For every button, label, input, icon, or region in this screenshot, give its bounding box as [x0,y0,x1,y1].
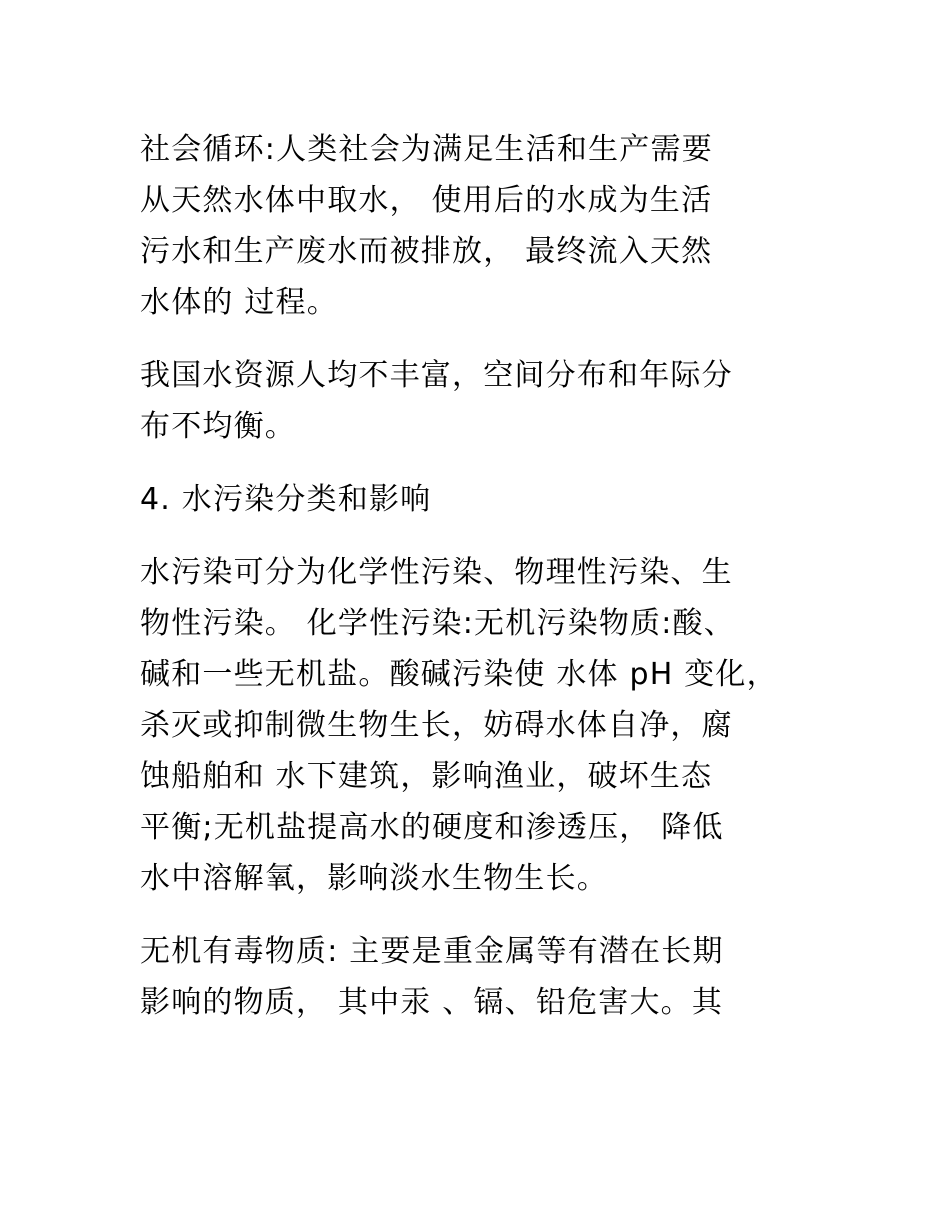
text-line: 水中溶解氧，影响淡水生物生长。 [140,861,608,896]
paragraph-pollution-types [140,547,840,904]
text-line: 我国水资源人均不丰富，空间分布和年际分 [140,358,733,393]
text-line: 影响的物质， 其中汞 、镉、铅危害大。其 [140,985,724,1020]
text-line: 杀灭或抑制微生物生长，妨碍水体自净，腐 [140,708,733,743]
text-line: 物性污染。 化学性污染:无机污染物质:酸、 [140,606,735,641]
text-line: 从天然水体中取水， 使用后的水成为生活 [140,183,713,218]
document-body [140,124,840,1050]
heading-text: 4. 水污染分类和影响 [140,482,432,517]
text-line: 碱和一些无机盐。酸碱污染使 水体 pH 变化， [140,657,778,692]
text-line: 水体的 过程。 [140,285,338,320]
text-line: 水污染可分为化学性污染、物理性污染、生 [140,555,733,590]
paragraph-water-resources [140,350,840,452]
text-line: 无机有毒物质: 主要是重金属等有潜在长期 [140,934,724,969]
section-heading [140,474,840,525]
paragraph-toxic-substances [140,926,840,1028]
text-line: 蚀船舶和 水下建筑，影响渔业，破坏生态 [140,759,713,794]
text-line: 布不均衡。 [140,409,296,444]
text-line: 社会循环:人类社会为满足生活和生产需要 [140,132,713,167]
text-line: 污水和生产废水而被排放， 最终流入天然 [140,234,713,269]
paragraph-social-water-cycle [140,124,840,328]
text-line: 平衡;无机盐提高水的硬度和渗透压， 降低 [140,810,724,845]
